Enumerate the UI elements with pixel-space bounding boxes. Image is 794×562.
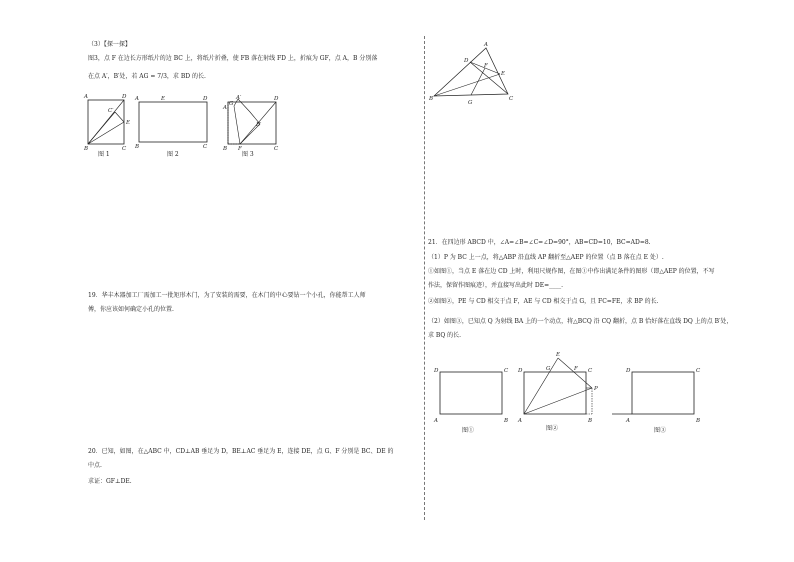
q20-text-line1: 20．已知，如图，在△ABC 中，CD⊥AB 垂足为 D，BE⊥AC 垂足为 E，连接 DE，点 G、F 分别是 BC、DE 的 <box>88 448 394 455</box>
svg-text:B: B <box>135 144 140 150</box>
q18-text-line2: 在点 A′，B′处，若 AG = 7/3，求 BD 的长. <box>88 73 206 80</box>
fig2-caption: 图 2 <box>167 151 179 158</box>
svg-text:C: C <box>504 368 509 374</box>
q21-text-line6: （2）如图③，已知点 Q 为射线 BA 上的一个动点，将△BCQ 沿 CQ 翻折，点 B 恰好落在直线 DQ 上的点 B′处， <box>428 318 733 325</box>
svg-text:D: D <box>203 96 208 102</box>
svg-text:D: D <box>122 94 127 100</box>
svg-text:C: C <box>588 368 593 374</box>
q19-text-line1: 19．华丰木器加工厂需加工一批矩形木门，为了安装的需要，在木门的中心要钻一个小孔，你能帮工人师 <box>88 292 366 299</box>
svg-text:D: D <box>626 368 631 374</box>
q21-text-line5: ②如图②，PE 与 CD 相交于点 F，AE 与 CD 相交于点 G，且 FC=FE，求 BP 的长. <box>428 298 659 305</box>
svg-text:A: A <box>223 105 227 111</box>
svg-text:A: A <box>84 94 88 100</box>
q21-text-line1: 21．在四边形 ABCD 中，∠A=∠B=∠C=∠D=90°，AB=CD=10，BC=AD=8. <box>428 239 651 246</box>
column-divider <box>424 36 425 520</box>
svg-text:A: A <box>518 418 522 424</box>
svg-text:C: C <box>274 146 279 152</box>
svg-text:A: A <box>135 96 139 102</box>
svg-text:G: G <box>546 366 551 372</box>
svg-text:A′: A′ <box>236 95 242 101</box>
svg-text:E: E <box>126 120 131 126</box>
fig1-caption: 图 1 <box>98 151 110 158</box>
q18-heading: （3）【探一探】 <box>88 41 131 48</box>
svg-text:C′: C′ <box>108 108 114 114</box>
svg-text:D: D <box>464 58 469 64</box>
q21-figure-2 <box>516 350 606 432</box>
q21-text-line3: ①如图①，当点 E 落在边 CD 上时，利用尺规作图，在图①中作出满足条件的图形（即△AEP 的位置，不写 <box>428 268 715 275</box>
svg-text:D: D <box>518 368 523 374</box>
svg-text:B: B <box>504 418 509 424</box>
q21-text-line4: 作法，保留作图痕迹），并直接写出此时 DE=____. <box>428 282 564 289</box>
svg-text:C: C <box>122 146 127 152</box>
q21-fig2-caption: 图② <box>546 425 559 432</box>
q18-figure-1 <box>84 94 134 156</box>
q21-figure-1 <box>432 360 514 432</box>
svg-text:G: G <box>229 101 234 107</box>
svg-text:E: E <box>161 96 166 102</box>
svg-text:A: A <box>626 418 630 424</box>
svg-text:A: A <box>434 418 438 424</box>
svg-text:C: C <box>509 96 514 102</box>
svg-text:P: P <box>594 386 598 392</box>
svg-text:F: F <box>238 146 242 152</box>
q18-text-line1: 图3，点 F 在边长方形纸片的边 BC 上，将纸片折叠，使 FB 落在射线 FD 上，折痕为 GF，点 A，B 分别落 <box>88 55 378 62</box>
q18-figure-2 <box>135 94 215 156</box>
q20-text-line2: 中点. <box>88 462 102 469</box>
q19-text-line2: 傅，你应该如何确定小孔的位置. <box>88 306 174 313</box>
svg-text:G: G <box>468 100 473 106</box>
svg-text:B: B <box>223 146 228 152</box>
svg-text:C: C <box>203 144 208 150</box>
svg-text:B: B <box>429 96 434 102</box>
svg-text:F: F <box>484 63 488 69</box>
svg-text:D: D <box>434 368 439 374</box>
q21-text-line7: 求 BQ 的长. <box>428 332 462 339</box>
svg-text:B: B <box>588 418 593 424</box>
svg-text:B′: B′ <box>256 122 262 128</box>
svg-text:C: C <box>696 368 701 374</box>
q20-triangle-figure <box>428 40 518 108</box>
svg-text:A: A <box>484 42 488 48</box>
svg-text:F: F <box>574 366 578 372</box>
q21-figure-3 <box>612 360 712 432</box>
q21-fig1-caption: 图① <box>462 427 475 434</box>
svg-text:D: D <box>274 96 279 102</box>
q18-figure-3 <box>222 94 284 156</box>
svg-text:B: B <box>84 146 89 152</box>
svg-text:B: B <box>696 418 701 424</box>
svg-text:E: E <box>501 71 506 77</box>
q21-fig3-caption: 图③ <box>654 427 667 434</box>
fig3-caption: 图 3 <box>242 151 254 158</box>
svg-text:E: E <box>556 352 561 358</box>
q21-text-line2: （1）P 为 BC 上一点，将△ABP 沿直线 AP 翻折至△AEP 的位置（点 B 落在点 E 处）. <box>428 254 664 261</box>
q20-text-line3: 求证：GF⊥DE. <box>88 478 132 485</box>
